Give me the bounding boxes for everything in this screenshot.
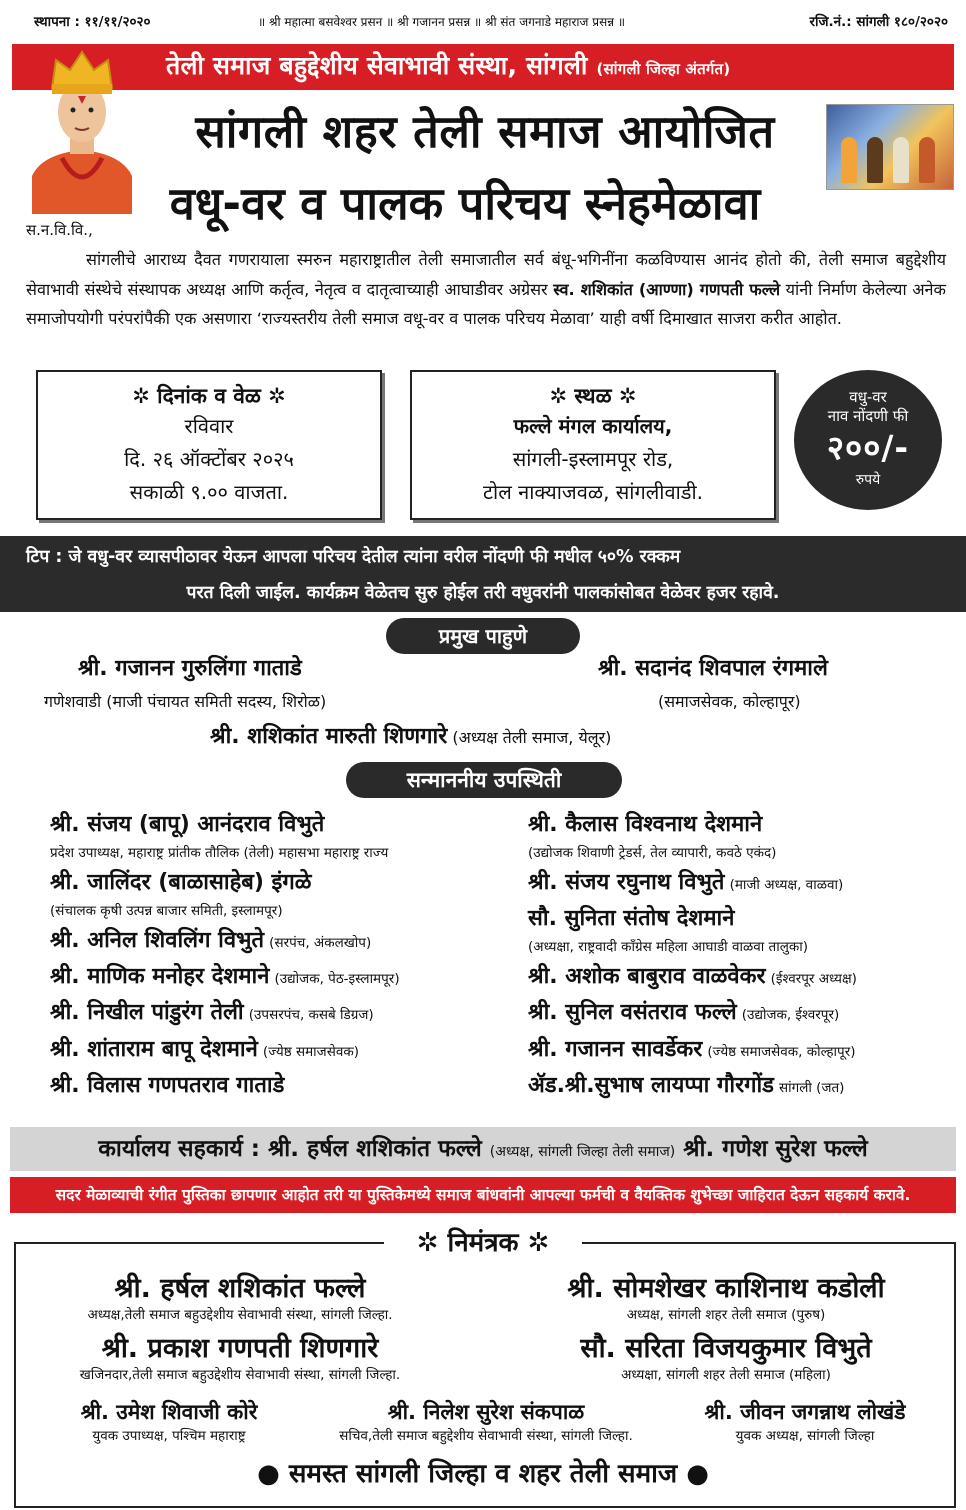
office-support-band (10, 1127, 956, 1171)
figure-shape (919, 137, 935, 183)
honored-desc: (माजी अध्यक्ष, वाळवा) (729, 877, 844, 893)
honored-heading: सन्माननीय उपस्थिती (346, 762, 622, 798)
invitee-desc: अध्यक्ष, सांगली शहर तेली समाज (पुरुष) (626, 1307, 826, 1323)
honored-name: सौ. सुनिता संतोष देशमाने (528, 906, 735, 931)
office-support-label: कार्यालय सहकार्य : श्री. हर्षल शशिकांत फल्ले (98, 1136, 482, 1162)
established-date: स्थापना : ११/११/२०२० (34, 14, 151, 30)
honored-name: श्री. माणिक मनोहर देशमाने (50, 964, 270, 989)
invitee-name: श्री. हर्षल शशिकांत फल्ले (114, 1273, 366, 1304)
fee-label-1: वधु-वर (849, 388, 887, 406)
honored-desc: (उद्योजक शिवाणी ट्रेडर्स, तेल व्यापारी, कवठे एकंद) (528, 845, 777, 861)
booklet-notice: सदर मेळाव्याची रंगीत पुस्तिका छापणार आहोत तरी या पुस्तिकेमध्ये समाज बांधवांनी आपल्या फर्मची व वैयक्तिक शुभेच्छा जाहिरात देऊन सहकार्य करावे. (10, 1177, 956, 1213)
fee-unit: रुपये (855, 472, 881, 488)
honored-row (528, 960, 857, 990)
date-box-heading: ✲ दिनांक व वेळ ✲ (132, 384, 286, 408)
invitee (20, 1328, 460, 1383)
event-date: दि. २६ ऑक्टोंबर २०२५ (124, 447, 294, 471)
invitee-desc: युवक उपाध्यक्ष, पश्चिम महाराष्ट्र (92, 1428, 246, 1444)
office-support-name-2: श्री. गणेश सुरेश फल्ले (683, 1136, 868, 1162)
chief-guest-name: श्री. सदानंद शिवपाल रंगमाले (598, 656, 828, 681)
chief-guest-desc: (अध्यक्ष तेली समाज, येलूर) (452, 728, 612, 747)
honored-row (528, 1069, 844, 1099)
invitee (24, 1398, 314, 1444)
invitees-heading: ✲ निमंत्रक ✲ (384, 1226, 582, 1260)
honored-row (50, 924, 371, 954)
honored-desc: (उपसरपंच, कसबे डिग्रज) (248, 1007, 374, 1023)
intro-paragraph (26, 245, 946, 334)
invitee (296, 1398, 676, 1444)
registration-number: रजि.नं.: सांगली १८०/२०२० (809, 14, 948, 30)
honored-desc: (संचालक कृषी उत्पन्न बाजार समिती, इस्लामपूर) (50, 903, 283, 919)
founder-portrait (22, 46, 142, 214)
venue-box-heading: ✲ स्थळ ✲ (549, 384, 637, 408)
invitee-name: श्री. प्रकाश गणपती शिणगारे (101, 1333, 379, 1364)
chief-guests-heading: प्रमुख पाहुणे (386, 618, 580, 654)
honored-row (528, 996, 839, 1026)
figure-shape (893, 137, 909, 183)
honored-name: श्री. सुनिल वसंतराव फल्ले (528, 1000, 737, 1025)
honored-name: श्री. विलास गणपतराव गाताडे (50, 1073, 285, 1098)
chief-guest-name: श्री. गजानन गुरुलिंगा गाताडे (78, 656, 302, 681)
office-support-desc: (अध्यक्ष, सांगली जिल्हा तेली समाज) (489, 1144, 676, 1160)
honored-row (50, 960, 400, 990)
salutation: स.न.वि.वि., (26, 221, 93, 239)
invitee-desc: खजिनदार,तेली समाज बहुउद्देशीय सेवाभावी संस्था, सांगली जिल्हा. (79, 1367, 401, 1383)
honored-desc: (उद्योजक, ईश्वरपूर) (741, 1007, 840, 1023)
honored-row (50, 1033, 359, 1063)
figure-shape (841, 137, 857, 183)
registration-fee-badge (794, 370, 942, 510)
invitee (506, 1328, 946, 1383)
organization-name: तेली समाज बहुद्देशीय सेवाभावी संस्था, सांगली (सांगली जिल्हा अंतर्गत) (166, 51, 731, 80)
invitee (20, 1268, 460, 1323)
honored-row (528, 866, 843, 896)
chief-guest-name: श्री. शशिकांत मारुती शिणगारे (210, 724, 448, 749)
event-day: रविवार (184, 414, 234, 438)
deity-photo (826, 104, 954, 190)
invitee (506, 1268, 946, 1323)
honored-desc: (ज्येष्ठ समाजसेवक, कोल्हापूर) (707, 1044, 856, 1060)
fee-amount: २००/- (826, 428, 910, 467)
invitee-desc: युवक अध्यक्ष, सांगली जिल्हा (735, 1428, 875, 1444)
organization-banner (12, 44, 954, 90)
honored-name: श्री. निखील पांडुरंग तेली (50, 1000, 244, 1025)
honored-name: श्री. संजय रघुनाथ विभुते (528, 870, 725, 895)
honored-desc: (ईश्वरपूर अध्यक्ष) (770, 971, 857, 987)
invitee-name: सौ. सरिता विजयकुमार विभुते (580, 1333, 872, 1364)
honored-name: श्री. कैलास विश्वनाथ देशमाने (528, 812, 763, 837)
founder-name: स्व. शशिकांत (आण्णा) गणपती फल्ले (553, 279, 781, 299)
headline-line-1: सांगली शहर तेली समाज आयोजित (195, 105, 775, 158)
fee-label-2: नाव नोंदणी फी (827, 407, 909, 425)
invitee-name: श्री. सोमशेखर काशिनाथ कडोली (567, 1273, 885, 1304)
chief-guest-3 (210, 720, 611, 750)
venue-road: सांगली-इस्लामपूर रोड, (512, 447, 674, 471)
venue-box (410, 370, 776, 520)
tip-line-2: परत दिली जाईल. कार्यक्रम वेळेतच सुरु होईल तरी वधुवरांनी पालकांसोबत वेळेवर हजर रहावे. (186, 583, 780, 603)
honored-desc: प्रदेश उपाध्यक्ष, महाराष्ट्र प्रांतीक तौलिक (तेली) महासभा महाराष्ट्र राज्य (50, 845, 389, 861)
honored-desc: (सरपंच, अंकलखोप) (269, 935, 372, 951)
honored-name: श्री. अनिल शिवलिंग विभुते (50, 928, 265, 953)
top-info-line (0, 0, 966, 44)
honored-name: श्री. गजानन सावर्डेकर (528, 1037, 703, 1062)
organization-subtitle: (सांगली जिल्हा अंतर्गत) (596, 60, 731, 78)
invitee-name: श्री. जीवन जगन्नाथ लोखंडे (704, 1400, 906, 1424)
honored-desc: (ज्येष्ठ समाजसेवक) (262, 1044, 359, 1060)
honored-row (528, 1033, 856, 1063)
chief-guest-desc: गणेशवाडी (माजी पंचायत समिती सदस्य, शिरोळ) (44, 692, 327, 711)
tip-line-1: टिप : जे वधु-वर व्यासपीठावर येऊन आपला परिचय देतील त्यांना वरील नोंदणी फी मधील ५०% रक्कम (26, 547, 681, 567)
honored-name: श्री. अशोक बाबुराव वाळवेकर (528, 964, 766, 989)
invitee-desc: अध्यक्ष,तेली समाज बहुउद्देशीय सेवाभावी संस्था, सांगली जिल्हा. (87, 1307, 393, 1323)
invitee-desc: सचिव,तेली समाज बहुद्देशीय सेवाभावी संस्था, सांगली जिल्हा. (339, 1428, 633, 1444)
headline-line-2: वधू-वर व पालक परिचय स्नेहमेळावा (169, 177, 761, 230)
invitee-desc: अध्यक्षा, सांगली शहर तेली समाज (महिला) (621, 1367, 831, 1383)
honored-desc: सांगली (जत) (779, 1080, 845, 1096)
honored-name: श्री. जालिंदर (बाळासाहेब) इंगळे (50, 870, 312, 895)
event-time: सकाळी ९.०० वाजता. (129, 480, 289, 504)
tip-band (0, 536, 966, 612)
honored-desc: (अध्यक्षा, राष्ट्रवादी काँग्रेस महिला आघाडी वाळवा तालुका) (528, 939, 808, 955)
chief-guest-desc: (समाजसेवक, कोल्हापूर) (658, 692, 801, 711)
date-time-box (36, 370, 382, 520)
honored-name: श्री. शांताराम बापू देशमाने (50, 1037, 258, 1062)
intro-part-1: सांगलीचे आराध्य दैवत गणरायाला स्मरुन महाराष्ट्रातील तेली समाजातील सर्व बंधू-भगिनींना कळविण्यास आनंद होतो की, तेली समाज बहुद्देशीय सेवाभावी संस्थेचे संस्थापक अध्यक्ष आणि कर्तृत्व, नेतृत्व व दातृत्वाच्याही आघाडीवर अग्रेसर (26, 250, 946, 299)
venue-place: टोल नाक्याजवळ, सांगलीवाडी. (482, 480, 704, 504)
blessings-line: ॥ श्री महात्मा बसवेश्वर प्रसन ॥ श्री गजानन प्रसन्न ॥ श्री संत जगनाडे महाराज प्रसन्न ॥ (258, 15, 626, 29)
invitee-name: श्री. निलेश सुरेश संकपाळ (387, 1400, 585, 1424)
figure-shape (867, 137, 883, 183)
invitee (660, 1398, 950, 1444)
invitee-name: श्री. उमेश शिवाजी कोरे (80, 1400, 258, 1424)
intro-part-2: यांनी निर्माण केलेल्या अनेक समाजोपयोगी परंपरांपैकी एक असणारा ‘राज्यस्तरीय तेली समाज वधू-वर व पालक परिचय मेळावा’ याही वर्षी दिमाखात साजरा करीत आहोत. (26, 279, 946, 328)
honored-name: ॲड.श्री.सुभाष लायप्पा गौरगोंड (528, 1073, 774, 1098)
venue-name: फल्ले मंगल कार्यालय, (513, 414, 673, 438)
honored-desc: (उद्योजक, पेठ-इस्लामपूर) (274, 971, 400, 987)
honored-name: श्री. संजय (बापू) आनंदराव विभुते (50, 812, 325, 837)
footer-community: ● समस्त सांगली जिल्हा व शहर तेली समाज ● (257, 1459, 709, 1489)
honored-row (50, 996, 374, 1026)
